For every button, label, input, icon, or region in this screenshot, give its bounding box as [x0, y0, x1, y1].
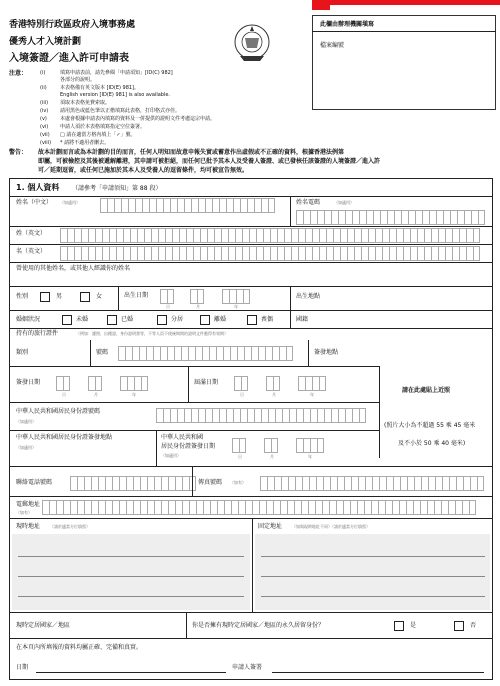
- note-text: 申請人須於本表格填寫指定空位簽署。: [60, 124, 146, 130]
- issue-place-label: 簽發地點: [314, 349, 339, 356]
- cn-id-date-label-2: 居民身份證簽發日期: [161, 443, 216, 450]
- phone-label: 聯絡電話號碼: [16, 479, 53, 486]
- photo-size-line2: 及不小於 50 乘 40 毫米): [398, 440, 466, 447]
- married-checkbox[interactable]: [107, 315, 117, 325]
- no-label: 否: [470, 622, 477, 629]
- immigration-emblem-icon: [230, 20, 274, 64]
- cn-id-number-label: 中華人民共和國居民身份證號碼: [16, 408, 101, 415]
- permanent-address-label: 固定地址: [258, 523, 283, 530]
- widowed-checkbox[interactable]: [247, 315, 257, 325]
- address-line: [18, 596, 244, 597]
- single-checkbox[interactable]: [62, 315, 72, 325]
- expiry-year-caption: 年: [310, 392, 314, 397]
- row-divider: [9, 496, 493, 497]
- file-ref-label: 檔案編號: [320, 42, 345, 49]
- doc-number-field[interactable]: [118, 346, 293, 361]
- doc-type-label: 類別: [16, 349, 29, 356]
- column-divider: [186, 612, 187, 638]
- dob-year-field[interactable]: [222, 289, 250, 304]
- doc-number-label: 號碼: [96, 349, 109, 356]
- travel-document-hint: （例如：護照、出種證、身份證明書等，不等人員不使統期間的證明文件應得有效期）: [76, 331, 228, 336]
- chinese-name-hint: （如適用）: [60, 200, 80, 205]
- expiry-month-caption: 月: [272, 392, 276, 397]
- dob-day-caption: 日: [166, 304, 170, 309]
- dob-year-caption: 年: [234, 304, 238, 309]
- notes-label: 注意：: [9, 70, 28, 77]
- form-title: 入境簽證／進入許可申請表: [9, 53, 129, 64]
- pob-label: 出生地點: [296, 293, 321, 300]
- cn-id-date-label-1: 中華人民共和國: [161, 434, 204, 441]
- note-num: (viii): [40, 140, 52, 146]
- warning-label: 警告：: [9, 149, 28, 156]
- photo-size-line1: (照片大小為不超過 55 乘 45 毫米: [384, 422, 476, 429]
- row-divider: [9, 518, 493, 519]
- issue-day-field[interactable]: [56, 376, 70, 391]
- note-num: (i): [40, 70, 46, 76]
- column-divider: [308, 340, 309, 366]
- email-field[interactable]: [42, 500, 476, 515]
- married-label: 已婚: [121, 316, 134, 323]
- separated-checkbox[interactable]: [157, 315, 167, 325]
- present-address-label: 現時地址: [16, 523, 41, 530]
- telecode-field[interactable]: [296, 210, 485, 225]
- note-text: 本處會根據申請表內填寫的資料及一併提供的證明文件考慮這宗申請。: [60, 116, 216, 122]
- expiry-month-field[interactable]: [266, 376, 280, 391]
- cn-id-place-hint: （如適用）: [16, 445, 36, 450]
- marital-status-label: 婚姻狀況: [16, 316, 41, 323]
- cn-id-day-caption: 日: [238, 454, 242, 459]
- office-use-divider: [312, 31, 496, 32]
- permanent-resident-yes-checkbox[interactable]: [394, 621, 404, 631]
- note-text: □ 請在適當方格內填上「✓」號。: [60, 132, 136, 138]
- email-hint: （如有）: [16, 510, 32, 515]
- dob-month-caption: 月: [196, 304, 200, 309]
- office-use-box: [312, 15, 496, 110]
- chinese-name-field[interactable]: [100, 198, 275, 213]
- permanent-address-hint: （如與現時地址不同）（請於適當方位填寫）: [292, 524, 370, 529]
- row-divider: [9, 430, 379, 431]
- permanent-address-field[interactable]: [255, 534, 490, 610]
- note-text: 填寫申請表前，請先參閱「申請須知」[ID(C) 982]: [60, 70, 173, 76]
- row-divider: [9, 402, 379, 403]
- column-divider: [156, 430, 157, 466]
- note-text: 請用黑色或藍色筆以正楷填寫此表格，打印格式亦佳。: [60, 108, 181, 114]
- row-divider: [9, 466, 493, 467]
- present-address-hint: （請於適當方位填寫）: [50, 524, 90, 529]
- alias-label: 曾使用的其他姓名，或其他人經識你的姓名: [16, 265, 131, 272]
- note-num: (iv): [40, 108, 49, 114]
- single-label: 未婚: [76, 316, 89, 323]
- note-num: (iii): [40, 100, 49, 106]
- warning-text: 可／延期逗留，或任何已施加於其本人及受養人的逗留條件，均可被宣告無效。: [38, 167, 249, 174]
- issue-month-caption: 月: [94, 392, 98, 397]
- corner-tab-notch: [312, 0, 330, 10]
- email-label: 電郵地址: [16, 501, 41, 508]
- cn-id-number-hint: （如適用）: [16, 419, 36, 424]
- column-divider: [90, 340, 91, 366]
- photo-title: 請在此處貼上近照: [402, 387, 451, 394]
- row-divider: [9, 328, 493, 329]
- warning-text: 故本計劃而言或為本計劃的目的而言，任何人明知而故意申報失實或蓄意作出虛假或不正確的資料，根據香港法例第: [38, 149, 345, 156]
- cn-id-month-caption: 月: [270, 454, 274, 459]
- note-num: (vi): [40, 124, 49, 130]
- expiry-day-field[interactable]: [234, 376, 248, 391]
- note-num: (v): [40, 116, 47, 122]
- given-name-label: 名（英文）: [16, 248, 47, 255]
- sex-label: 性別: [16, 293, 29, 300]
- column-divider: [192, 466, 193, 496]
- cn-id-date-hint: （如適用）: [161, 453, 181, 458]
- fax-hint: （如有）: [230, 480, 246, 485]
- row-divider: [9, 244, 493, 245]
- residence-country-label: 現時定居國家／地區: [16, 622, 71, 629]
- address-line: [261, 576, 485, 577]
- row-divider: [9, 366, 379, 367]
- cn-id-place-label: 中華人民共和國居民身份證簽發地點: [16, 434, 113, 441]
- telecode-hint: （如適用）: [334, 200, 354, 205]
- signature-field[interactable]: [272, 672, 484, 673]
- permanent-resident-no-checkbox[interactable]: [454, 621, 464, 631]
- phone-field[interactable]: [70, 476, 196, 491]
- row-divider: [9, 262, 493, 263]
- row-divider: [9, 310, 493, 311]
- cn-id-number-field[interactable]: [156, 408, 366, 423]
- chinese-name-label: 姓名（中文）: [16, 199, 53, 206]
- scheme-title: 優秀人才入境計劃: [9, 37, 82, 47]
- travel-document-label: 持有的旅行證件: [16, 330, 59, 337]
- row-divider: [9, 226, 493, 227]
- issue-year-field[interactable]: [120, 376, 148, 391]
- issue-month-field[interactable]: [88, 376, 102, 391]
- row-divider: [9, 612, 493, 613]
- dob-day-field[interactable]: [160, 289, 174, 304]
- signature-label: 申請人簽署: [232, 664, 263, 671]
- date-field[interactable]: [36, 672, 226, 673]
- cn-id-month-field[interactable]: [264, 438, 278, 453]
- note-text: * 請將不適用者刪去。: [60, 140, 110, 146]
- fax-label: 傳真號碼: [198, 479, 223, 486]
- section-title: 1. 個人資料: [16, 183, 60, 192]
- address-line: [18, 576, 244, 577]
- dob-label: 出生日期: [124, 292, 149, 299]
- row-divider: [9, 638, 493, 639]
- department-title: 香港特別行政區政府入境事務處: [9, 20, 136, 30]
- expiry-day-caption: 日: [240, 392, 244, 397]
- dob-month-field[interactable]: [190, 289, 204, 304]
- issue-date-label: 簽發日期: [16, 379, 41, 386]
- cn-id-year-field[interactable]: [296, 438, 324, 453]
- yes-label: 是: [410, 622, 417, 629]
- note-num: (vii): [40, 132, 50, 138]
- female-checkbox[interactable]: [80, 292, 90, 302]
- permanent-resident-question: 你是否擁有現時定居國家／地區的永久居留身份？: [192, 622, 325, 629]
- address-line: [261, 596, 485, 597]
- cn-id-day-field[interactable]: [232, 438, 246, 453]
- note-text: 本表格備有英文版本 [ID(E) 981]。: [60, 85, 140, 91]
- surname-label: 姓（英文）: [16, 230, 47, 237]
- corner-tab: [312, 0, 500, 5]
- column-divider: [290, 196, 291, 226]
- note-num: (ii): [40, 85, 47, 91]
- warning-text: 即屬，可被檢控及其後被遞解離港，其申請可被拒絕，而任何已批予其本人及受養人簽證、或已發核任該簽證的人境簽證／進入許: [38, 158, 381, 165]
- present-address-field[interactable]: [12, 534, 250, 610]
- column-divider: [188, 366, 189, 402]
- alias-field[interactable]: [10, 276, 492, 286]
- note-text: 須取本表格免費索取。: [60, 100, 111, 106]
- widowed-label: 喪偶: [261, 316, 274, 323]
- issue-day-caption: 日: [62, 392, 66, 397]
- column-divider: [252, 518, 253, 612]
- row-divider: [9, 196, 493, 197]
- male-label: 男: [56, 293, 63, 300]
- expiry-year-field[interactable]: [298, 376, 326, 391]
- column-divider: [290, 310, 291, 328]
- row-divider: [9, 286, 493, 287]
- note-text: English version [ID(E) 981] is also available.: [60, 92, 171, 98]
- office-use-title: 此欄由辦理機關塡寫: [320, 21, 375, 28]
- nationality-label: 國籍: [296, 316, 309, 323]
- divorced-label: 離婚: [214, 316, 227, 323]
- column-divider: [118, 286, 119, 310]
- expiry-date-label: 屆滿日期: [194, 379, 219, 386]
- separated-label: 分居: [171, 316, 184, 323]
- fax-field[interactable]: [260, 476, 484, 491]
- surname-field[interactable]: [60, 228, 480, 243]
- note-text: 各部分的說明。: [60, 77, 96, 83]
- telecode-label: 姓名電碼: [296, 199, 321, 206]
- address-line: [18, 556, 244, 557]
- female-label: 女: [96, 293, 103, 300]
- address-line: [261, 556, 485, 557]
- divorced-checkbox[interactable]: [200, 315, 210, 325]
- given-name-field[interactable]: [60, 246, 480, 261]
- declaration-text: 在本頁內所填報的資料均屬正確、完備和真實。: [16, 644, 143, 651]
- section-reference: （請參考「申請須知」第 88 段）: [72, 185, 162, 192]
- date-label: 日期: [16, 664, 29, 671]
- column-divider: [290, 286, 291, 310]
- issue-year-caption: 年: [132, 392, 136, 397]
- cn-id-year-caption: 年: [308, 454, 312, 459]
- male-checkbox[interactable]: [40, 292, 50, 302]
